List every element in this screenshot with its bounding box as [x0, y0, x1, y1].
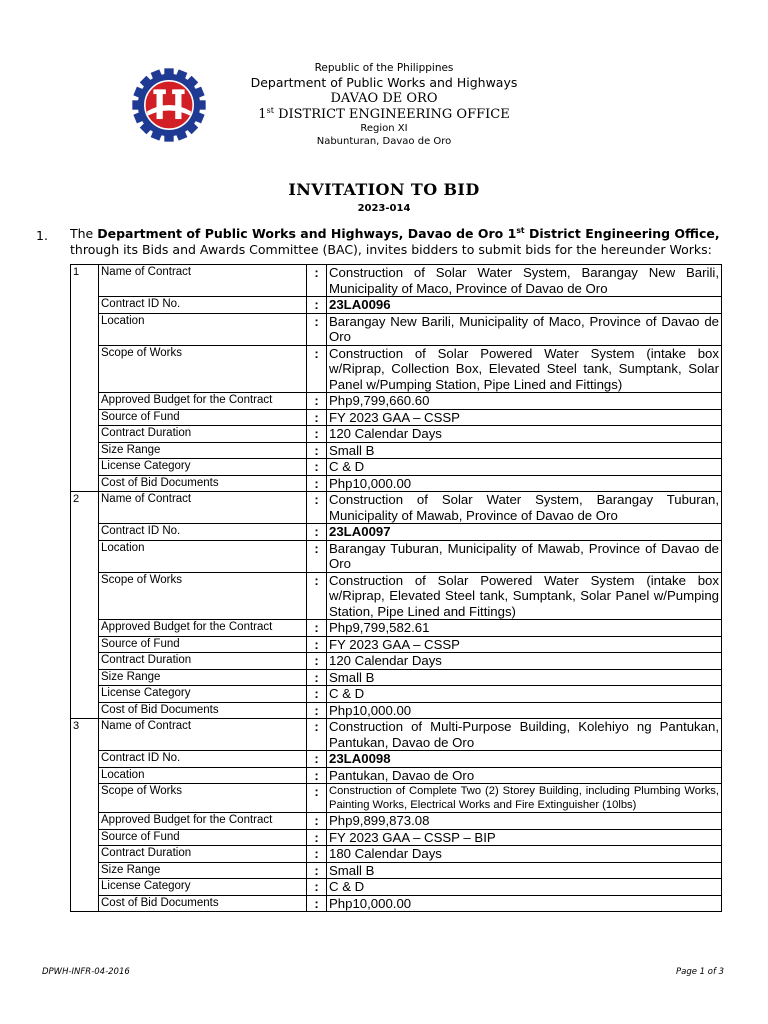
table-row — [71, 829, 722, 846]
colon-separator: : — [307, 426, 327, 443]
table-row — [71, 862, 722, 879]
colon-separator: : — [307, 313, 327, 345]
field-label: License Category — [99, 686, 307, 703]
colon-separator: : — [307, 572, 327, 620]
colon-separator: : — [307, 879, 327, 896]
field-value-size: Small B — [327, 442, 722, 459]
table-row — [71, 813, 722, 830]
table-row — [71, 767, 722, 784]
colon-separator: : — [307, 669, 327, 686]
table-row — [71, 719, 722, 751]
table-row — [71, 895, 722, 912]
field-value-name: Construction of Solar Water System, Barangay Tuburan, Municipality of Mawab, Province of Davao de Oro — [327, 492, 722, 524]
field-value-fund: FY 2023 GAA – CSSP – BIP — [327, 829, 722, 846]
table-row — [71, 459, 722, 476]
field-label: License Category — [99, 459, 307, 476]
table-row — [71, 653, 722, 670]
field-value-abc: Php9,899,873.08 — [327, 813, 722, 830]
table-row — [71, 846, 722, 863]
field-label: Contract ID No. — [99, 524, 307, 541]
table-row — [71, 393, 722, 410]
table-row — [71, 540, 722, 572]
field-label: Source of Fund — [99, 636, 307, 653]
table-row — [71, 492, 722, 524]
bid-number: 2023-014 — [357, 203, 411, 214]
field-label: Contract Duration — [99, 426, 307, 443]
table-row — [71, 313, 722, 345]
field-label: Name of Contract — [99, 492, 307, 524]
colon-separator: : — [307, 524, 327, 541]
field-label: Size Range — [99, 669, 307, 686]
field-label: Approved Budget for the Contract — [99, 620, 307, 637]
field-label: Scope of Works — [99, 572, 307, 620]
field-value-id: 23LA0098 — [327, 751, 722, 768]
field-label: Cost of Bid Documents — [99, 475, 307, 492]
field-value-duration: 120 Calendar Days — [327, 426, 722, 443]
field-value-duration: 120 Calendar Days — [327, 653, 722, 670]
intro-paragraph: The Department of Public Works and Highways, Davao de Oro 1st District Engineering Office, through its Bids and Awards Committee (BAC), invites bidders to submit bids for the hereunder Works: — [70, 226, 720, 257]
colon-separator: : — [307, 767, 327, 784]
province-line: DAVAO DE ORO — [330, 91, 438, 106]
dpwh-logo — [130, 66, 208, 144]
colon-separator: : — [307, 813, 327, 830]
table-row — [71, 702, 722, 719]
office-header — [200, 62, 568, 148]
field-label: Name of Contract — [99, 265, 307, 297]
colon-separator: : — [307, 751, 327, 768]
colon-separator: : — [307, 345, 327, 393]
colon-separator: : — [307, 653, 327, 670]
address-line: Nabunturan, Davao de Oro — [316, 136, 452, 147]
document-title: INVITATION TO BID — [288, 180, 480, 199]
table-row — [71, 345, 722, 393]
colon-separator: : — [307, 829, 327, 846]
item-number: 3 — [71, 719, 99, 912]
field-label: Contract Duration — [99, 846, 307, 863]
field-label: Contract ID No. — [99, 297, 307, 314]
colon-separator: : — [307, 442, 327, 459]
works-table — [70, 264, 722, 912]
colon-separator: : — [307, 297, 327, 314]
colon-separator: : — [307, 686, 327, 703]
field-value-location: Pantukan, Davao de Oro — [327, 767, 722, 784]
field-value-license: C & D — [327, 686, 722, 703]
field-value-size: Small B — [327, 669, 722, 686]
colon-separator: : — [307, 540, 327, 572]
page-number: Page 1 of 3 — [676, 967, 725, 977]
department-line: Department of Public Works and Highways — [250, 75, 518, 90]
field-value-size: Small B — [327, 862, 722, 879]
table-row — [71, 784, 722, 813]
field-value-abc: Php9,799,660.60 — [327, 393, 722, 410]
field-label: Contract ID No. — [99, 751, 307, 768]
field-label: Approved Budget for the Contract — [99, 813, 307, 830]
field-label: Cost of Bid Documents — [99, 702, 307, 719]
field-value-scope: Construction of Complete Two (2) Storey Building, including Plumbing Works, Painting Works, Electrical Works and Fire Extinguisher (10lbs) — [327, 784, 722, 813]
republic-line: Republic of the Philippines — [314, 62, 454, 74]
field-label: Location — [99, 767, 307, 784]
field-label: Source of Fund — [99, 409, 307, 426]
colon-separator: : — [307, 620, 327, 637]
field-label: Scope of Works — [99, 784, 307, 813]
table-row — [71, 572, 722, 620]
field-value-fund: FY 2023 GAA – CSSP — [327, 409, 722, 426]
field-value-license: C & D — [327, 879, 722, 896]
colon-separator: : — [307, 475, 327, 492]
field-label: Approved Budget for the Contract — [99, 393, 307, 410]
field-value-license: C & D — [327, 459, 722, 476]
field-value-scope: Construction of Solar Powered Water System (intake box w/Riprap, Elevated Steel tank, Sumptank, Solar Panel w/Pumping Station, Pipe Lined and Fittings) — [327, 572, 722, 620]
table-row — [71, 751, 722, 768]
field-value-name: Construction of Solar Water System, Barangay New Barili, Municipality of Maco, Province of Davao de Oro — [327, 265, 722, 297]
field-value-id: 23LA0097 — [327, 524, 722, 541]
form-code: DPWH-INFR-04-2016 — [42, 967, 130, 977]
field-value-abc: Php9,799,582.61 — [327, 620, 722, 637]
field-label: Contract Duration — [99, 653, 307, 670]
field-label: Location — [99, 540, 307, 572]
district-office-line: 1st DISTRICT ENGINEERING OFFICE — [258, 106, 510, 122]
colon-separator: : — [307, 265, 327, 297]
field-label: Size Range — [99, 862, 307, 879]
colon-separator: : — [307, 702, 327, 719]
table-row — [71, 620, 722, 637]
colon-separator: : — [307, 636, 327, 653]
colon-separator: : — [307, 393, 327, 410]
field-label: Size Range — [99, 442, 307, 459]
table-row — [71, 426, 722, 443]
paragraph-number: 1. — [36, 228, 48, 243]
colon-separator: : — [307, 719, 327, 751]
colon-separator: : — [307, 846, 327, 863]
field-value-cost: Php10,000.00 — [327, 702, 722, 719]
field-value-location: Barangay Tuburan, Municipality of Mawab, Province of Davao de Oro — [327, 540, 722, 572]
table-row — [71, 636, 722, 653]
table-row — [71, 409, 722, 426]
field-value-duration: 180 Calendar Days — [327, 846, 722, 863]
field-label: Cost of Bid Documents — [99, 895, 307, 912]
field-value-location: Barangay New Barili, Municipality of Maco, Province of Davao de Oro — [327, 313, 722, 345]
field-label: Location — [99, 313, 307, 345]
field-label: Name of Contract — [99, 719, 307, 751]
field-label: Source of Fund — [99, 829, 307, 846]
field-label: License Category — [99, 879, 307, 896]
item-number: 2 — [71, 492, 99, 719]
field-label: Scope of Works — [99, 345, 307, 393]
table-row — [71, 297, 722, 314]
table-row — [71, 879, 722, 896]
table-row — [71, 442, 722, 459]
item-number: 1 — [71, 265, 99, 492]
table-row — [71, 265, 722, 297]
field-value-name: Construction of Multi-Purpose Building, Kolehiyo ng Pantukan, Pantukan, Davao de Oro — [327, 719, 722, 751]
field-value-cost: Php10,000.00 — [327, 475, 722, 492]
region-line: Region XI — [360, 123, 408, 134]
field-value-fund: FY 2023 GAA – CSSP — [327, 636, 722, 653]
colon-separator: : — [307, 784, 327, 813]
field-value-scope: Construction of Solar Powered Water System (intake box w/Riprap, Collection Box, Elevated Steel tank, Sumptank, Solar Panel w/Pumping Station, Pipe Lined and Fittings) — [327, 345, 722, 393]
colon-separator: : — [307, 409, 327, 426]
table-row — [71, 524, 722, 541]
field-value-cost: Php10,000.00 — [327, 895, 722, 912]
colon-separator: : — [307, 895, 327, 912]
field-value-id: 23LA0096 — [327, 297, 722, 314]
table-row — [71, 669, 722, 686]
colon-separator: : — [307, 459, 327, 476]
colon-separator: : — [307, 492, 327, 524]
table-row — [71, 475, 722, 492]
colon-separator: : — [307, 862, 327, 879]
table-row — [71, 686, 722, 703]
